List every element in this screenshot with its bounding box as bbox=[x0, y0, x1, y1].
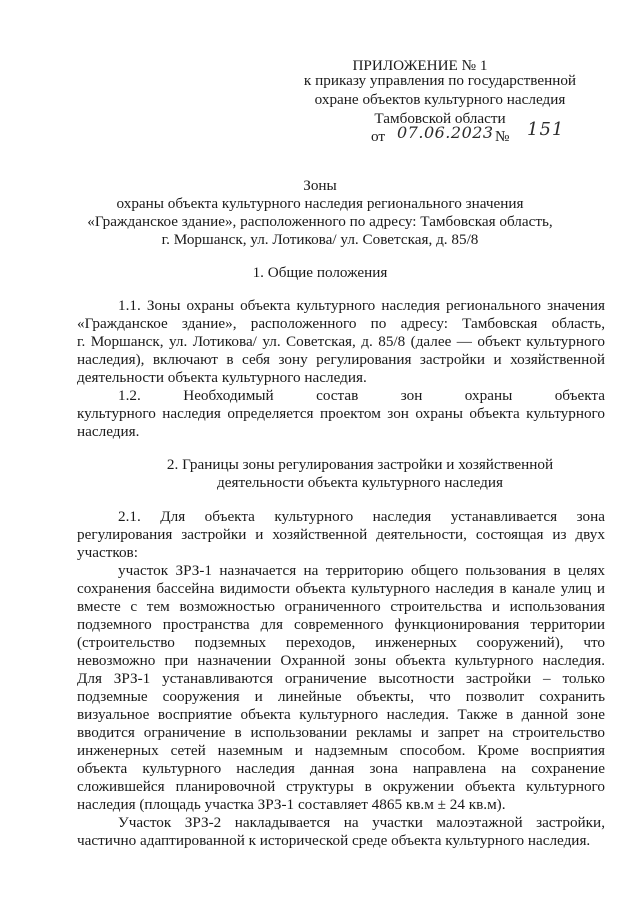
section-2-heading: деятельности объекта культурного наследия bbox=[217, 474, 503, 491]
paragraph-line: сложившейся планировочной структуры в окружении объекта культурного bbox=[77, 778, 605, 795]
paragraph-line: подземного пространства для современного функционирования территории bbox=[77, 616, 605, 633]
document-title-line: «Гражданское здание», расположенного по адресу: Тамбовская область, bbox=[87, 213, 553, 230]
paragraph-line: визуальное восприятие объекта культурного наследия. Также в данной зоне bbox=[77, 706, 605, 723]
paragraph-line: деятельности объекта культурного наследия. bbox=[77, 369, 367, 386]
appendix-title: ПРИЛОЖЕНИЕ № 1 bbox=[352, 57, 488, 74]
paragraph-line: «Гражданское здание», расположенного по адресу: Тамбовская область, bbox=[77, 315, 605, 332]
document-title-line: г. Моршанск, ул. Лотикова/ ул. Советская, д. 85/8 bbox=[161, 231, 479, 248]
paragraph-line: наследия (площадь участка ЗРЗ-1 составляет 4865 кв.м ± 24 кв.м). bbox=[77, 796, 506, 813]
appendix-line: к приказу управления по государственной bbox=[303, 72, 577, 89]
order-date-label: от bbox=[371, 128, 386, 145]
document-title-word: Зоны bbox=[303, 177, 337, 194]
paragraph-line: 2.1. Для объекта культурного наследия устанавливается зона bbox=[118, 508, 605, 525]
section-1-heading: 1. Общие положения bbox=[252, 264, 388, 281]
section-2-heading: 2. Границы зоны регулирования застройки и хозяйственной bbox=[166, 456, 554, 473]
paragraph-line: вместе с тем возможностью ограниченного строительства и использования bbox=[77, 598, 605, 615]
paragraph-line: вводится ограничение в использовании рекламы и запрет на строительство bbox=[77, 724, 605, 741]
paragraph-line: (строительство подземных переходов, инженерных сооружений), что bbox=[77, 634, 605, 651]
paragraph-line: регулирования застройки и хозяйственной деятельности, состоящая из двух bbox=[77, 526, 605, 543]
paragraph-line: инженерных сетей наземным и надземным способом. Кроме восприятия bbox=[77, 742, 605, 759]
appendix-line: Тамбовской области bbox=[374, 110, 506, 127]
paragraph-line: наследия), включают в себя зону регулирования застройки и хозяйственной bbox=[77, 351, 605, 368]
paragraph-line: наследия. bbox=[77, 423, 140, 440]
paragraph-line: невозможно при назначении Охранной зоны объекта культурного наследия. bbox=[77, 652, 605, 669]
order-number-handwritten: 151 bbox=[527, 119, 565, 140]
appendix-line: охране объектов культурного наследия bbox=[314, 91, 566, 108]
paragraph-line: подземные сооружения и линейные объекты, что позволит сохранить bbox=[77, 688, 605, 705]
paragraph-line: участок ЗРЗ-1 назначается на территорию общего пользования в целях bbox=[118, 562, 605, 579]
paragraph-line: объекта культурного наследия данная зона направлена на сохранение bbox=[77, 760, 605, 777]
paragraph-line: участков: bbox=[77, 544, 138, 561]
paragraph-line: 1.2. Необходимый состав зон охраны объекта bbox=[118, 387, 605, 404]
paragraph-line: частично адаптированной к исторической среде объекта культурного наследия. bbox=[77, 832, 591, 849]
order-date-handwritten: 07.06.2023 bbox=[397, 123, 494, 142]
paragraph-line: культурного наследия определяется проектом зон охраны объекта культурного bbox=[77, 405, 605, 422]
document-title-line: охраны объекта культурного наследия регионального значения bbox=[116, 195, 524, 212]
paragraph-line: 1.1. Зоны охраны объекта культурного наследия регионального значения bbox=[118, 297, 605, 314]
order-number-sign: № bbox=[495, 128, 510, 145]
paragraph-line: Для ЗРЗ-1 устанавливаются ограничение высотности застройки – только bbox=[77, 670, 605, 687]
paragraph-line: сохранения бассейна видимости объекта культурного наследия в канале улиц и bbox=[77, 580, 605, 597]
paragraph-line: Участок ЗРЗ-2 накладывается на участки малоэтажной застройки, bbox=[118, 814, 605, 831]
paragraph-line: г. Моршанск, ул. Лотикова/ ул. Советская, д. 85/8 (далее — объект культурного bbox=[77, 333, 605, 350]
